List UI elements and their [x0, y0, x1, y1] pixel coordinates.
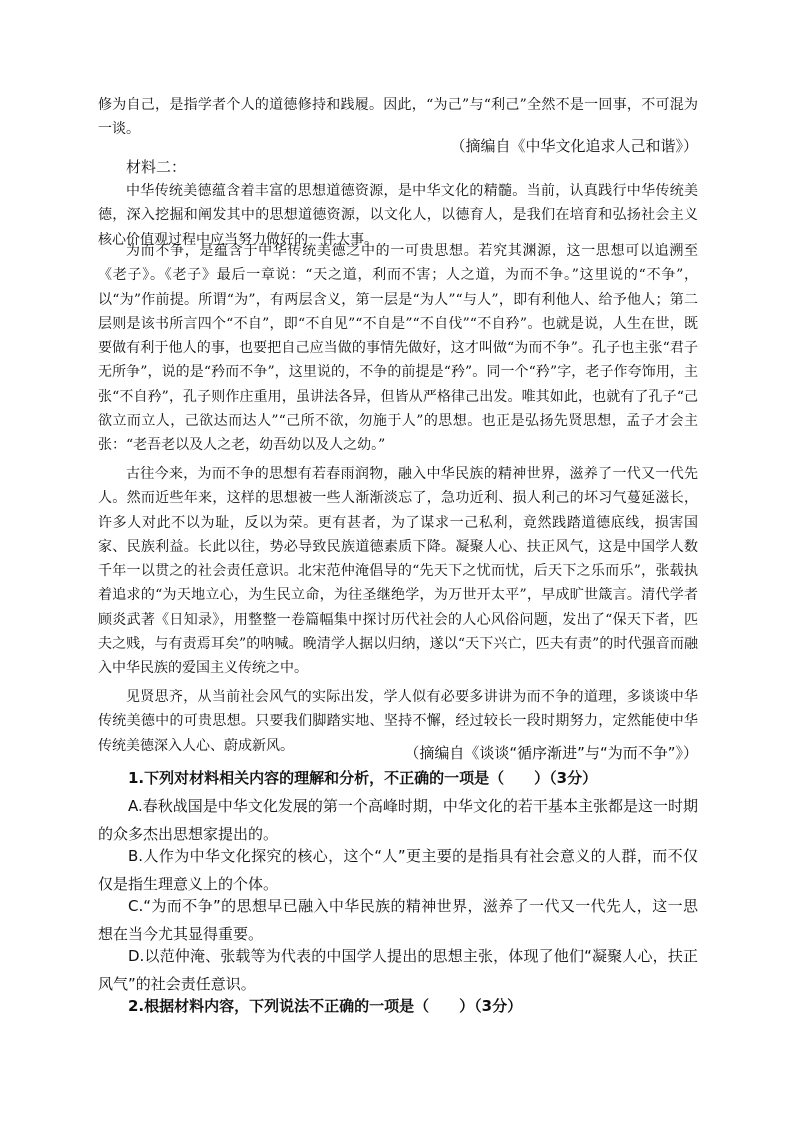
material1-source: （摘编自《中华文化追求人己和谐》）: [450, 137, 698, 155]
material2-heading: 材料二：: [126, 158, 187, 176]
material2-paragraph-2: 为而不争，是蕴含于中华传统美德之中的一可贵思想。若究其渊源，这一思想可以追溯至《老子》。《老子》最后一章说：“天之道，利而不害；人之道，为而不争。”这里说的“不争”，以“为”作前提。所谓“为”，有两层含义，第一层是“为人”“与人”，即有利他人、给予他人；第二层则是该书所言四个“不自”，即“不自见”“不自是”“不自伐”“不自矜”。也就是说，人生在世，既要做有利于他人的事，也要把自己应当做的事情先做好，这才叫做“为而不争”。孔子也主张“君子无所争”，说的是“矜而不争”，这里说的，不争的前提是“矜”。同一个“矜”字，老子作夸饰用，主张“不自矜”，孔子则作庄重用，虽讲法各异，但皆从严格律己出发。唯其如此，也就有了孔子“己欲立而立人，己欲达而达人”“己所不欲，勿施于人”的思想。也正是弘扬先贤思想，孟子才会主张：“老吾老以及人之老，幼吾幼以及人之幼。”: [98, 243, 698, 454]
material1-tail: 修为自己，是指学者个人的道德修持和践履。因此，“为己”与“利己”全然不是一回事，不可混为一谈。: [98, 97, 698, 138]
question-1-stem: 1.下列对材料相关内容的理解和分析，不正确的一项是（ ）（3分）: [128, 769, 598, 787]
question-1-option-c: C.“为而不争”的思想早已融入中华民族的精神世界，滋养了一代又一代先人，这一思想在当今尤其显得重要。: [98, 897, 698, 943]
material2-paragraph-3: 古往今来，为而不争的思想有若春雨润物，融入中华民族的精神世界，滋养了一代又一代先人。然而近些年来，这样的思想被一些人渐渐淡忘了，急功近利、损人利己的坏习气蔓延滋长，许多人对此不以为耻，反以为荣。更有甚者，为了谋求一己私利，竟然践踏道德底线，损害国家、民族利益。长此以往，势必导致民族道德素质下降。凝聚人心、扶正风气，这是中国学人数千年一以贯之的社会责任意识。北宋范仲淹倡导的“先天下之忧而忧，后天下之乐而乐”，张载执着追求的“为天地立心，为生民立命，为往圣继绝学，为万世开太平”，早成旷世箴言。清代学者顾炎武著《日知录》，用整整一卷篇幅集中探讨历代社会的人心风俗问题，发出了“保天下者，匹夫之贱，与有责焉耳矣”的呐喊。晚清学人据以归纳，遂以“天下兴亡，匹夫有责”的时代强音而融入中华民族的爱国主义传统之中。: [98, 466, 698, 677]
material2-paragraph-4: 见贤思齐，从当前社会风气的实际出发，学人似有必要多讲讲为而不争的道理，多谈谈中华传统美德中的可贵思想。只要我们脚踏实地、坚持不懈，经过较长一段时期努力，定然能使中华传统美德深入人心、蔚成新风。: [98, 689, 698, 754]
question-1-option-b: B.人作为中华文化探究的核心，这个“人”更主要的是指具有社会意义的人群，而不仅仅是指生理意义上的个体。: [98, 847, 698, 893]
material2-paragraph-1: 中华传统美德蕴含着丰富的思想道德资源，是中华文化的精髓。当前，认真践行中华传统美德，深入挖掘和阐发其中的思想道德资源，以文化人，以德育人，是我们在培育和弘扬社会主义核心价值观过程中应当努力做好的一件大事。: [98, 183, 698, 248]
material2-source: （摘编自《谈谈“循序渐进”与“为而不争”》）: [404, 744, 698, 762]
question-2-stem: 2.根据材料内容，下列说法不正确的一项是（ ）（3分）: [128, 997, 523, 1015]
question-1-option-d: D.以范仲淹、张载等为代表的中国学人提出的思想主张，体现了他们“凝聚人心，扶正风气”的社会责任意识。: [98, 947, 698, 993]
question-1-option-a: A.春秋战国是中华文化发展的第一个高峰时期，中华文化的若干基本主张都是这一时期的众多杰出思想家提出的。: [98, 797, 698, 843]
